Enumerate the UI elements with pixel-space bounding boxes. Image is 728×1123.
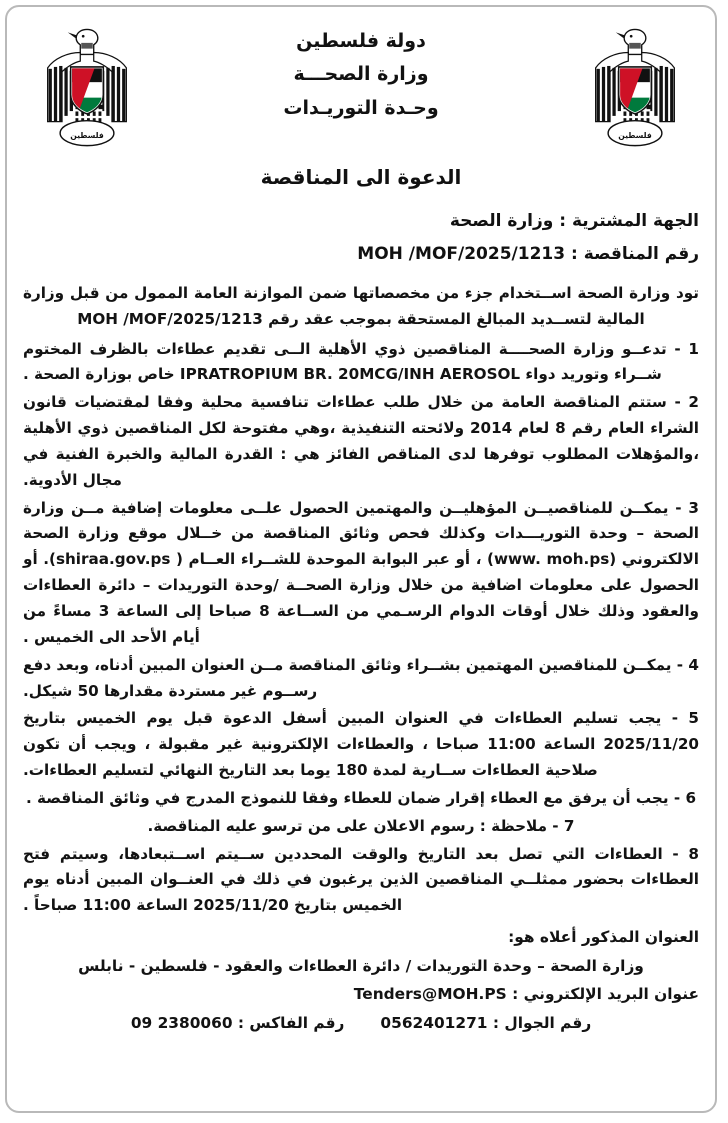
tender-number-value: MOH /MOF/2025/1213 [357, 244, 566, 265]
buyer-entity-label: الجهة المشترية : [559, 211, 699, 231]
clause-number: 6 [685, 788, 697, 807]
clause-text: يجب أن يرفق مع العطاء إقرار ضمان للعطاء وفقا للنموذج المدرج في وثائق المناقصة . [25, 788, 669, 807]
svg-text:فلسطين: فلسطين [618, 130, 652, 140]
clause-list [23, 337, 699, 920]
mobile-value: 0562401271 [380, 1013, 488, 1032]
clause-number: 4 [688, 655, 699, 674]
tender-number-line [23, 238, 699, 271]
clause-text: ملاحظة : رسوم الاعلان على من ترسو عليه المناقصة. [147, 816, 547, 835]
clause-item: 5 - يجب تسليم العطاءات في العنوان المبين أسفل الدعوة قبل يوم الخميس بتاريخ 2025/11/20 الساعة 11:00 صباحا ، والعطاءات الإلكترونية غير مقبولة ، ويجب أن تكون صلاحية العطاءات ســارية لمدة 180 يوما بعد التاريخ النهائي لتسليم العطاءات. [23, 709, 699, 780]
svg-text:فلسطين: فلسطين [70, 130, 104, 140]
fax-label: رقم الفاكس : [237, 1013, 345, 1032]
phone-row [23, 1009, 699, 1038]
mobile-label: رقم الجوال : [492, 1013, 592, 1032]
clause-number: 2 [688, 393, 699, 412]
address-line: وزارة الصحة – وحدة التوريدات / دائرة العطاءات والعقود - فلسطين - نابلس [78, 956, 644, 975]
state-name: دولة فلسطين [296, 30, 426, 52]
tender-number-label: رقم المناقصة : [570, 244, 699, 265]
mobile-pair [380, 1009, 591, 1038]
address-intro: العنوان المذكور أعلاه هو: [508, 928, 699, 947]
clause-number: 5 [688, 709, 699, 728]
clause-text: تدعــو وزارة الصحــــة المناقصين ذوي الأهلية الــى تقديم عطاءات بالظرف المختوم شــراء وتوريد دواء IPRATROPIUM BR. 20MCG/INH AEROSOL خاص بوزارة الصحة . [23, 339, 667, 384]
buyer-entity-line [23, 205, 699, 238]
ministry-name: وزارة الصحـــة [293, 63, 429, 86]
email-line [23, 980, 699, 1009]
clause-number: 7 [563, 816, 575, 835]
clause-number: 1 [688, 339, 699, 358]
clause-text: يجب تسليم العطاءات في العنوان المبين أسفل الدعوة قبل يوم الخميس بتاريخ 2025/11/20 الساعة 11:00 صباحا ، والعطاءات الإلكترونية غير مقبولة ، ويجب أن تكون صلاحية العطاءات ســارية لمدة 180 يوما بعد التاريخ النهائي لتسليم العطاءات. [23, 709, 699, 780]
document-header [23, 17, 699, 159]
document-page [5, 5, 717, 1113]
clause-item: 1 - تدعــو وزارة الصحــــة المناقصين ذوي الأهلية الــى تقديم عطاءات بالظرف المختوم شــراء وتوريد دواء IPRATROPIUM BR. 20MCG/INH AEROSOL خاص بوزارة الصحة . [23, 339, 699, 384]
clause-item: 2 - ستتم المناقصة العامة من خلال طلب عطاءات تنافسية محلية وفقا لمقتضيات قانون الشراء العام رقم 8 لعام 2014 ولائحته التنفيذية ،وهي مفتوحة لكل المناقصين ذوي الأهلية ،والمؤهلات المطلوب توفرها لدى المناقص الفائز هي : القدرة المالية والخبرة الفنية في مجال الأدوية. [23, 393, 700, 489]
buyer-entity-value: وزارة الصحة [449, 211, 554, 231]
clause-item: 4 - يمكــن للمناقصين المهتمين بشــراء وثائق المناقصة مــن العنوان المبين أدناه، وبعد دفع رســوم غير مستردة مقدارها 50 شيكل. [23, 655, 699, 700]
clause-text: العطاءات التي تصل بعد التاريخ والوقت المحددين ســيتم اســتبعادها، وسيتم فتح العطاءات بحضور ممثلــي المناقصين الذين يرغبون في ذلك في العنــوان المبين أدناه يوم الخميس بتاريخ 2025/11/20 الساعة 11:00 صباحاً . [23, 844, 699, 915]
palestine-eagle-emblem [587, 25, 683, 153]
email-value: Tenders@MOH.PS [353, 985, 507, 1004]
unit-name: وحـدة التوريـدات [283, 96, 439, 119]
clause-text: يمكــن للمناقصيــن المؤهليــن والمهتمين الحصول علــى معلومات إضافية مــن وزارة الصحة – وحدة التوريـــدات وكذلك فحص وثائق المناقصة من خــلال موقع وزارة الصحة الالكتروني (www. moh.ps) ، أو عبر البوابة الموحدة للشــراء العــام ( shiraa.gov.ps). أو الحصول على معلومات اضافية من خلال وزارة الصحــة /وحدة التوريدات – دائرة العطاءات والعقود وذلك خلال أوقات الدوام الرسـمي من الســاعة 8 صباحا إلى الساعة 3 مساءً من أيام الأحد الى الخميس . [23, 498, 699, 646]
intro-paragraph: تود وزارة الصحة اســتخدام جزء من مخصصاتها ضمن الموازنة العامة الممول من قبل وزارة المالية لتســديد المبالغ المستحقة بموجب عقد رقم MOH /MOF/2025/1213 [23, 284, 699, 329]
clause-text: ستتم المناقصة العامة من خلال طلب عطاءات تنافسية محلية وفقا لمقتضيات قانون الشراء العام رقم 8 لعام 2014 ولائحته التنفيذية ،وهي مفتوحة لكل المناقصين ذوي الأهلية ،والمؤهلات المطلوب توفرها لدى المناقص الفائز هي : القدرة المالية والخبرة الفنية في مجال الأدوية. [23, 393, 700, 489]
fax-pair [131, 1009, 345, 1038]
clause-item: 3 - يمكــن للمناقصيــن المؤهليــن والمهتمين الحصول علــى معلومات إضافية مــن وزارة الصحة – وحدة التوريـــدات وكذلك فحص وثائق المناقصة من خــلال موقع وزارة الصحة الالكتروني (www. moh.ps) ، أو عبر البوابة الموحدة للشــراء العــام ( shiraa.gov.ps). أو الحصول على معلومات اضافية من خلال وزارة الصحــة /وحدة التوريدات – دائرة العطاءات والعقود وذلك خلال أوقات الدوام الرسـمي من الســاعة 8 صباحا إلى الساعة 3 مساءً من أيام الأحد الى الخميس . [23, 498, 699, 646]
contact-footer [23, 923, 699, 1038]
clause-item: 7 - ملاحظة : رسوم الاعلان على من ترسو عليه المناقصة. [147, 816, 575, 835]
fax-value: 09 2380060 [130, 1013, 233, 1032]
clause-text: يمكــن للمناقصين المهتمين بشــراء وثائق المناقصة مــن العنوان المبين أدناه، وبعد دفع رســوم غير مستردة مقدارها 50 شيكل. [23, 655, 672, 700]
page-title: الدعوة الى المناقصة [260, 165, 462, 189]
clause-item: 8 - العطاءات التي تصل بعد التاريخ والوقت المحددين ســيتم اســتبعادها، وسيتم فتح العطاءات بحضور ممثلــي المناقصين الذين يرغبون في ذلك في العنــوان المبين أدناه يوم الخميس بتاريخ 2025/11/20 الساعة 11:00 صباحاً . [23, 844, 699, 915]
clause-number: 8 [688, 844, 699, 863]
clause-item: 6 - يجب أن يرفق مع العطاء إقرار ضمان للعطاء وفقا للنموذج المدرج في وثائق المناقصة . [25, 788, 697, 807]
email-label: عنوان البريد الإلكتروني : [512, 985, 699, 1004]
clause-number: 3 [688, 498, 699, 517]
